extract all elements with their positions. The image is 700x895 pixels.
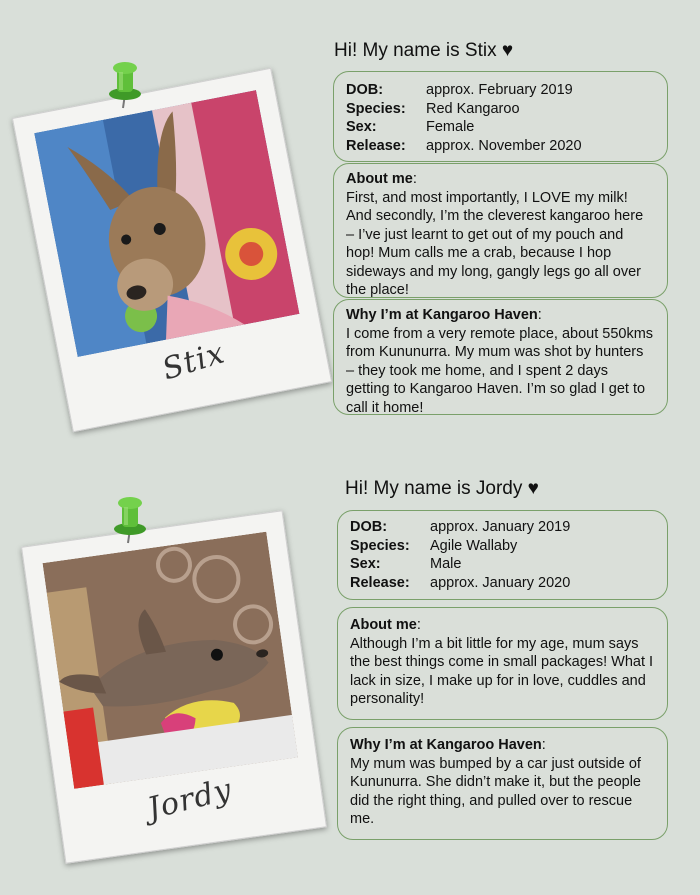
- facts-box: [337, 510, 668, 600]
- about-heading-text: About me: [346, 171, 413, 187]
- fact-row-dob: [350, 518, 655, 537]
- fact-row-sex: [350, 555, 655, 574]
- why-heading-text: Why I’m at Kangaroo Haven: [350, 737, 542, 753]
- fact-value: Male: [430, 556, 462, 572]
- fact-label: Species:: [350, 537, 410, 554]
- why-box: [337, 727, 668, 840]
- about-text: First, and most importantly, I LOVE my milk! And secondly, I’m the cleverest kangaroo here – I’ve just learnt to get out of my pouch and hop! Mum calls me a crab, because I hop sideways and my long, gangly legs go all over the place!: [346, 189, 644, 298]
- fact-label: Sex:: [346, 119, 377, 135]
- about-heading-text: About me: [350, 617, 417, 633]
- pushpin-icon: [108, 495, 154, 550]
- polaroid-photo-jordy: [21, 510, 327, 864]
- fact-label: Release:: [350, 574, 410, 591]
- fact-row-species: [350, 537, 655, 556]
- fact-label: DOB:: [350, 519, 388, 535]
- fact-row-release: [350, 574, 655, 593]
- why-heading: Why I’m at Kangaroo Haven:: [350, 737, 546, 753]
- fact-value: approx. February 2019: [426, 82, 573, 98]
- fact-value: approx. January 2019: [430, 519, 571, 535]
- why-text: I come from a very remote place, about 550kms from Kununurra. My mum was shot by hunters – they took me home, and I spent 2 days getting to Kangaroo Haven. I’m so glad I get to call it home!: [346, 325, 654, 416]
- about-heading: About me:: [346, 171, 417, 187]
- about-box: [337, 607, 668, 720]
- profile-title: Hi! My name is Jordy ♥: [345, 478, 539, 499]
- photo-caption-jordy: Jordy: [144, 772, 236, 827]
- wallaby-photo: [42, 532, 298, 789]
- why-heading-text: Why I’m at Kangaroo Haven: [346, 307, 538, 323]
- fact-value: Red Kangaroo: [426, 100, 520, 117]
- about-heading: About me:: [350, 617, 421, 633]
- why-text: My mum was bumped by a car just outside of Kununurra. She didn’t make it, but the people did the right thing, and pulled over to rescue me.: [350, 755, 641, 827]
- fact-label: Release:: [346, 137, 406, 154]
- photo-caption-stix: Stix: [158, 335, 229, 388]
- fact-value: approx. November 2020: [426, 137, 582, 154]
- fact-label: Sex:: [350, 556, 381, 572]
- fact-label: DOB:: [346, 82, 384, 98]
- profile-title: Hi! My name is Stix ♥: [334, 40, 514, 61]
- fact-value: approx. January 2020: [430, 574, 571, 591]
- fact-label: Species:: [346, 100, 406, 117]
- fact-value: Female: [426, 119, 475, 135]
- why-heading: Why I’m at Kangaroo Haven:: [346, 307, 542, 323]
- about-text: Although I’m a bit little for my age, mum says the best things come in small packages! What I lack in size, I make up for in love, cuddles and personality!: [350, 635, 654, 707]
- fact-value: Agile Wallaby: [430, 537, 518, 554]
